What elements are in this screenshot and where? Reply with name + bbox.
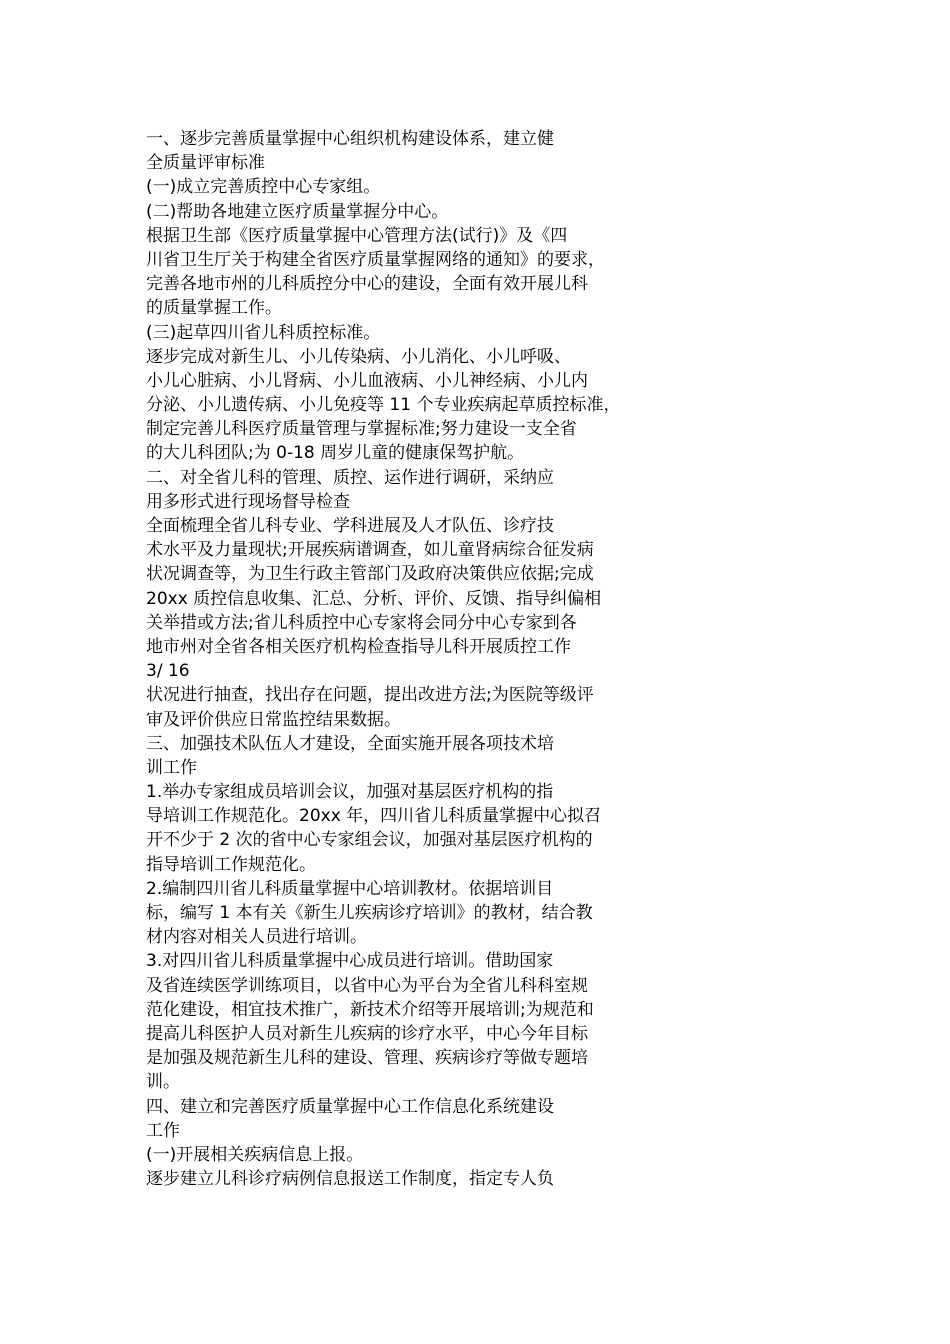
text-line: 状况进行抽查，找出存在问题，提出改进方法;为医院等级评	[146, 685, 594, 706]
text-line: 审及评价供应日常监控结果数据。	[146, 709, 401, 730]
text-line: 标，编写 1 本有关《新生儿疾病诊疗培训》的教材，结合教	[146, 903, 593, 923]
text-line: 3/ 16	[146, 661, 190, 682]
text-line: 是加强及规范新生儿科的建设、管理、疾病诊疗等做专题培	[146, 1048, 588, 1069]
text-line: 导培训工作规范化。20xx 年，四川省儿科质量掌握中心拟召	[146, 806, 602, 827]
text-line: 术水平及力量现状;开展疾病谱调查，如儿童肾病综合征发病	[146, 540, 594, 561]
text-line: 根据卫生部《医疗质量掌握中心管理方法(试行)》及《四	[146, 225, 568, 246]
text-line: 训工作	[146, 757, 197, 778]
text-line: 全面梳理全省儿科专业、学科进展及人才队伍、诊疗技	[146, 516, 554, 536]
text-line: 材内容对相关人员进行培训。	[146, 927, 367, 948]
text-line: 制定完善儿科医疗质量管理与掌握标准;努力建设一支全省	[146, 419, 577, 440]
text-line: 四、建立和完善医疗质量掌握中心工作信息化系统建设	[146, 1096, 554, 1117]
document-body	[146, 127, 666, 1191]
text-line: 完善各地市州的儿科质控分中心的建设，全面有效开展儿科	[146, 274, 588, 295]
text-line: 提高儿科医护人员对新生儿疾病的诊疗水平，中心今年目标	[146, 1023, 588, 1044]
text-line: (一)开展相关疾病信息上报。	[146, 1144, 364, 1165]
text-line: 全质量评审标准	[146, 153, 265, 174]
text-line: 二、对全省儿科的管理、质控、运作进行调研，采纳应	[146, 467, 554, 488]
text-line: 一、逐步完善质量掌握中心组织机构建设体系，建立健	[146, 129, 554, 149]
text-line: 分泌、小儿遗传病、小儿免疫等 11 个专业疾病起草质控标准，	[146, 395, 621, 416]
text-line: (一)成立完善质控中心专家组。	[146, 177, 381, 198]
text-line: 开不少于 2 次的省中心专家组会议，加强对基层医疗机构的	[146, 830, 593, 851]
text-line: 3.对四川省儿科质量掌握中心成员进行培训。借助国家	[146, 951, 554, 972]
text-line: 三、加强技术队伍人才建设，全面实施开展各项技术培	[146, 733, 554, 754]
text-line: 20xx 质控信息收集、汇总、分析、评价、反馈、指导纠偏相	[146, 588, 602, 609]
text-line: 的质量掌握工作。	[146, 298, 282, 319]
text-line: 地市州对全省各相关医疗机构检查指导儿科开展质控工作	[146, 636, 571, 657]
text-line: 状况调查等，为卫生行政主管部门及政府决策供应依据;完成	[146, 564, 594, 585]
text-line: 训。	[146, 1072, 180, 1093]
text-line: 指导培训工作规范化。	[146, 854, 316, 875]
text-line: (二)帮助各地建立医疗质量掌握分中心。	[146, 201, 449, 222]
text-line: 的大儿科团队;为 0-18 周岁儿童的健康保驾护航。	[146, 443, 525, 464]
text-line: 1.举办专家组成员培训会议，加强对基层医疗机构的指	[146, 782, 554, 803]
text-line: 关举措或方法;省儿科质控中心专家将会同分中心专家到各	[146, 612, 577, 633]
text-line: 逐步完成对新生儿、小儿传染病、小儿消化、小儿呼吸、	[146, 346, 571, 367]
text-line: 川省卫生厅关于构建全省医疗质量掌握网络的通知》的要求，	[146, 249, 605, 270]
text-line: 范化建设，相宜技术推广，新技术介绍等开展培训;为规范和	[146, 999, 594, 1020]
text-line: 逐步建立儿科诊疗病例信息报送工作制度，指定专人负	[146, 1169, 554, 1190]
text-line: 及省连续医学训练项目，以省中心为平台为全省儿科科室规	[146, 975, 588, 996]
text-line: 2.编制四川省儿科质量掌握中心培训教材。依据培训目	[146, 878, 554, 899]
text-line: 用多形式进行现场督导检查	[146, 491, 350, 512]
text-line: 小儿心脏病、小儿肾病、小儿血液病、小儿神经病、小儿内	[146, 370, 588, 391]
text-line: 工作	[146, 1120, 180, 1141]
text-line: (三)起草四川省儿科质控标准。	[146, 322, 381, 343]
